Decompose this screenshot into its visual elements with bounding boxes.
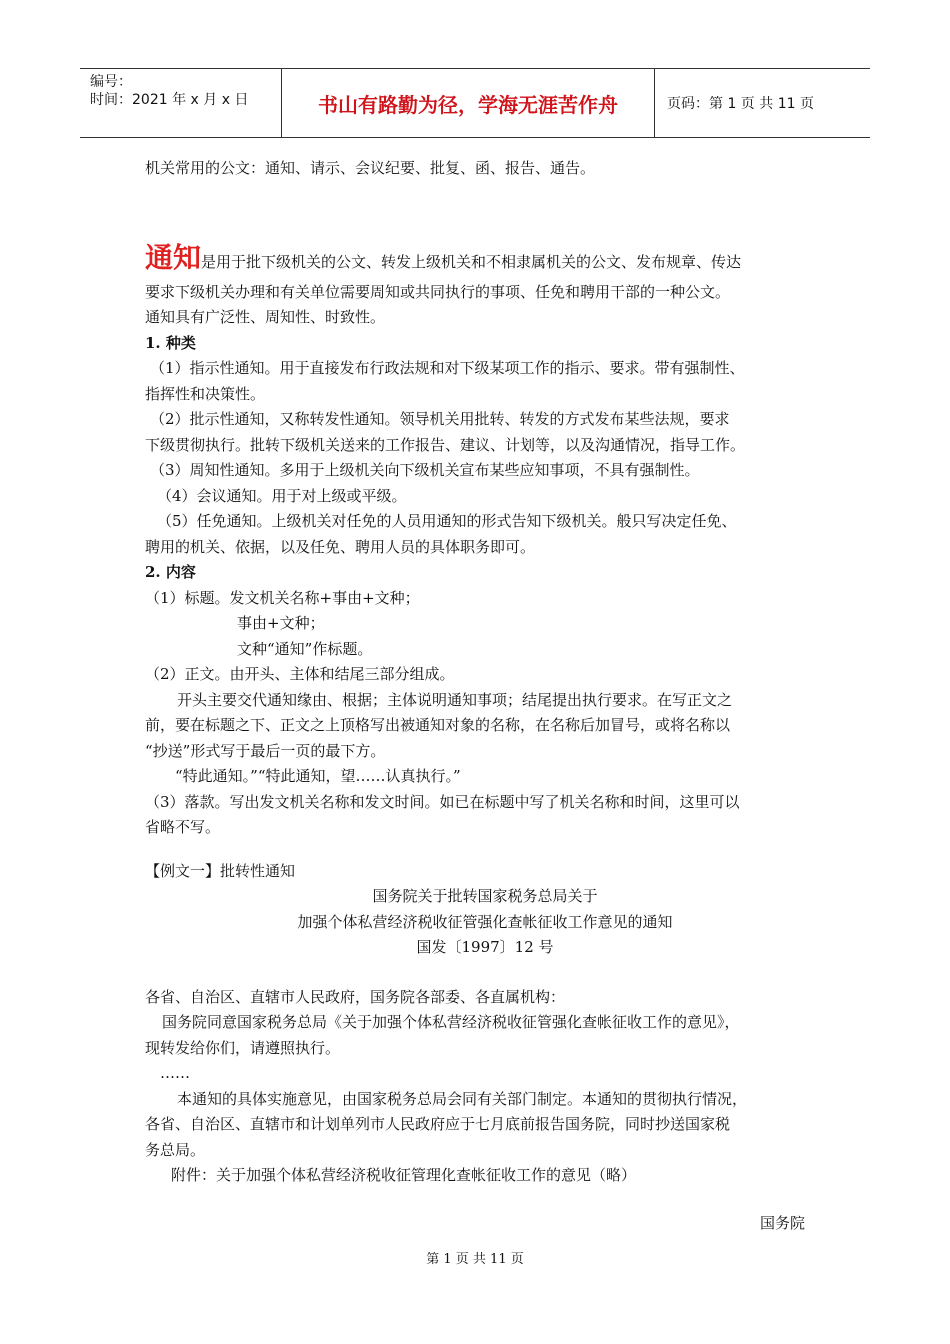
notice-definition-line: 通知是用于批下级机关的公文、转发上级机关和不相隶属机关的公文、发布规章、传达 [145,240,742,274]
section-heading-content: 2. 内容 [145,563,196,581]
paragraph-line: （1）指示性通知。用于直接发布行政法规和对下级某项工作的指示、要求。带有强制性、 [150,359,745,377]
example-label: 【例文一】批转性通知 [145,861,296,880]
paragraph-line: 指挥性和决策性。 [145,384,266,403]
section-heading-types: 1. 种类 [145,333,196,352]
paragraph-line: “抄送”形式写于最后一页的最下方。 [145,741,386,760]
signature-line: 国务院 [759,1213,805,1232]
example-title-line: 国务院关于批转国家税务总局关于 [372,887,598,905]
document-body [145,156,825,1236]
paragraph-line: 通知具有广泛性、周知性、时致性。 [145,308,386,326]
header-motto: 书山有路勤为径，学海无涯苦作舟 [282,69,655,137]
header-page-info: 页码：第 1 页 共 11 页 [667,96,814,112]
header-left-cell [80,69,282,137]
intro-line: 机关常用的公文：通知、请示、会议纪要、批复、函、报告、通告。 [145,159,596,177]
paragraph-line: （1）标题。发文机关名称+事由+文种； [145,588,420,607]
paragraph-line: “特此通知。”“特此通知，望……认真执行。” [175,767,461,785]
paragraph-line: 事由+文种； [237,614,325,632]
doc-number-label: 编号： [90,74,132,90]
paragraph-line: 前，要在标题之下、正文之上顶格写出被通知对象的名称，在名称后加冒号，或将名称以 [145,716,731,734]
attachment-line: 附件：关于加强个体私营经济税收征管理化查帐征收工作的意见（略） [171,1166,637,1184]
paragraph-line: 现转发给你们，请遵照执行。 [145,1038,341,1057]
example-doc-number: 国发〔1997〕12 号 [416,938,554,956]
example-recipients: 各省、自治区、直辖市人民政府，国务院各部委、各直属机构： [145,987,566,1006]
paragraph-line: 省略不写。 [145,818,221,836]
paragraph-line: 下级贯彻执行。批转下级机关送来的工作报告、建议、计划等，以及沟通情况，指导工作。 [145,435,746,454]
paragraph-line: 本通知的具体实施意见，由国家税务总局会同有关部门制定。本通知的贯彻执行情况， [177,1089,748,1108]
paragraph-line: （3）落款。写出发文机关名称和发文时间。如已在标题中写了机关名称和时间，这里可以 [145,792,740,811]
paragraph-line: 各省、自治区、直辖市和计划单列市人民政府应于七月底前报告国务院，同时抄送国家税 [145,1115,731,1133]
paragraph-line: 文种“通知”作标题。 [237,639,373,658]
page-footer: 第 1 页 共 11 页 [426,1252,524,1267]
example-title-line: 加强个体私营经济税收征管强化查帐征收工作意见的通知 [297,912,673,931]
ellipsis-line: …… [160,1064,190,1082]
notice-heading: 通知 [145,240,202,274]
paragraph-line: 聘用的机关、依据，以及任免、聘用人员的具体职务即可。 [145,537,536,556]
paragraph-line: （2）正文。由开头、主体和结尾三部分组成。 [145,665,455,683]
paragraph-line: （3）周知性通知。多用于上级机关向下级机关宣布某些应知事项，不具有强制性。 [150,461,700,479]
paragraph-line: （5）任免通知。上级机关对任免的人员用通知的形式告知下级机关。般只写决定任免、 [157,512,737,530]
doc-time-label: 时间：2021 年 x 月 x 日 [90,92,249,108]
paragraph-line: 务总局。 [145,1140,206,1159]
paragraph-line: 开头主要交代通知缘由、根据；主体说明通知事项；结尾提出执行要求。在写正文之 [177,690,733,709]
page-header [80,68,870,138]
paragraph-line: （2）批示性通知，又称转发性通知。领导机关用批转、转发的方式发布某些法规，要求 [150,410,730,428]
paragraph-line: （4）会议通知。用于对上级或平级。 [157,486,407,505]
paragraph-line: 要求下级机关办理和有关单位需要周知或共同执行的事项、任免和聘用干部的一种公文。 [145,282,731,301]
paragraph-line: 国务院同意国家税务总局《关于加强个体私营经济税收征管强化查帐征收工作的意见》， [162,1013,740,1031]
